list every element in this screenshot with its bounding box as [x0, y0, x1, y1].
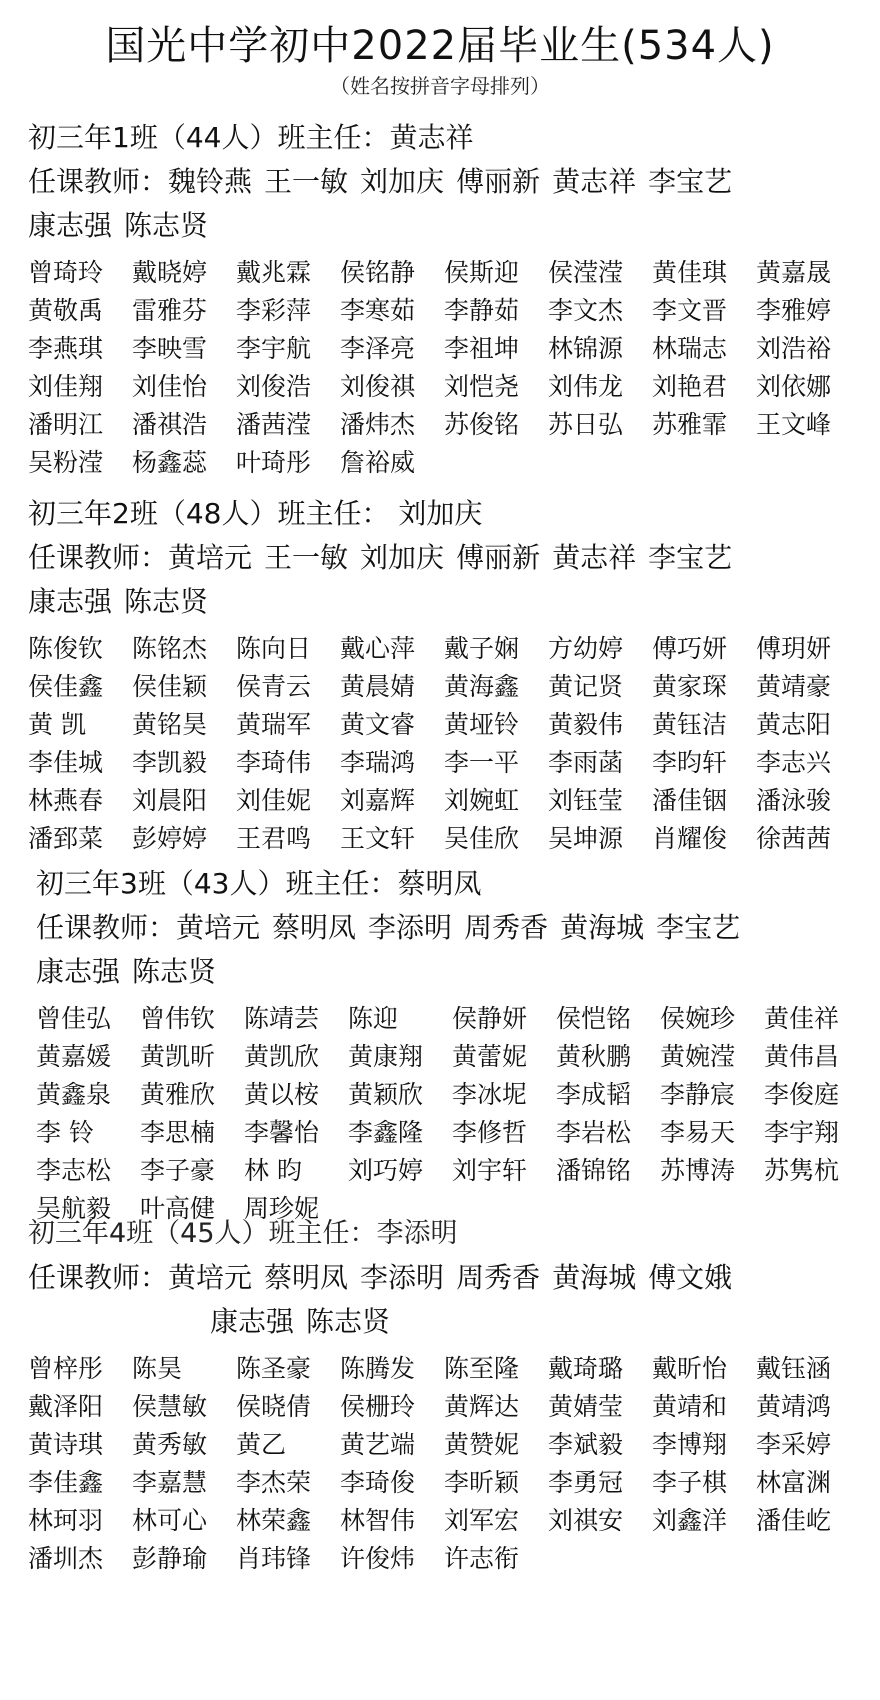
student-name: 林荣鑫 [236, 1506, 312, 1535]
teacher-name: 王一敏 [264, 541, 349, 574]
student-name: 李宇航 [236, 334, 312, 363]
student-name: 黄秋鹏 [556, 1042, 632, 1071]
class-heading: 初三年1班（44人）班主任：黄志祥 [28, 121, 474, 154]
student-name: 林智伟 [340, 1506, 416, 1535]
student-name: 李燕琪 [28, 334, 104, 363]
student-name: 李勇冠 [548, 1468, 624, 1497]
student-name: 戴晓婷 [132, 258, 208, 287]
student-name: 戴琦璐 [548, 1354, 624, 1383]
student-name: 李斌毅 [548, 1430, 624, 1459]
student-name: 潘明江 [28, 410, 104, 439]
student-name: 黄铭昊 [132, 710, 208, 739]
student-name: 林 昀 [244, 1156, 302, 1185]
teacher-name: 康志强 [28, 585, 113, 618]
teacher-name: 刘加庆 [360, 541, 445, 574]
student-name: 李静宸 [660, 1080, 736, 1109]
student-name: 刘伟龙 [548, 372, 624, 401]
teacher-name: 黄海城 [552, 1261, 637, 1294]
student-name: 刘钰莹 [548, 786, 624, 815]
class-heading: 初三年2班（48人）班主任： 刘加庆 [28, 497, 483, 530]
teacher-name: 黄培元 [176, 911, 261, 944]
teachers-label: 任课教师： [36, 911, 177, 944]
student-name: 黄乙 [236, 1430, 287, 1459]
student-name: 黄雅欣 [140, 1080, 216, 1109]
student-name: 黄以桉 [244, 1080, 320, 1109]
page-title: 国光中学初中2022届毕业生(534人) [105, 23, 775, 69]
student-name: 黄颖欣 [348, 1080, 424, 1109]
student-name: 黄诗琪 [28, 1430, 104, 1459]
student-name: 李佳鑫 [28, 1468, 104, 1497]
teacher-name: 周秀香 [464, 911, 549, 944]
student-name: 吴佳欣 [444, 824, 520, 853]
student-name: 黄海鑫 [444, 672, 520, 701]
student-list [28, 254, 868, 482]
student-name: 黄文睿 [340, 710, 416, 739]
student-name: 李志松 [36, 1156, 112, 1185]
student-name: 彭静瑜 [132, 1544, 208, 1573]
student-name: 傅玥妍 [756, 634, 832, 663]
teacher-name: 傅文娥 [648, 1261, 733, 1294]
student-name: 侯婉珍 [660, 1004, 736, 1033]
student-name: 曾梓彤 [28, 1354, 104, 1383]
student-name: 潘圳杰 [28, 1544, 104, 1573]
student-name: 侯滢滢 [548, 258, 624, 287]
student-name: 黄佳琪 [652, 258, 728, 287]
student-name: 黄记贤 [548, 672, 624, 701]
teacher-name: 康志强 [210, 1305, 295, 1338]
teachers-line [28, 906, 868, 950]
student-name: 黄志阳 [756, 710, 832, 739]
student-name: 侯晓倩 [236, 1392, 312, 1421]
teachers-line-2 [28, 580, 868, 624]
teacher-name: 魏铃燕 [168, 165, 253, 198]
student-name: 侯恺铭 [556, 1004, 632, 1033]
class-heading: 初三年4班（45人）班主任：李添明 [28, 1218, 458, 1249]
student-name: 苏日弘 [548, 410, 624, 439]
student-name: 侯静妍 [452, 1004, 528, 1033]
student-name: 李瑞鸿 [340, 748, 416, 777]
student-name: 李祖坤 [444, 334, 520, 363]
student-name: 方幼婷 [548, 634, 624, 663]
student-name: 黄钰洁 [652, 710, 728, 739]
student-name: 黄毅伟 [548, 710, 624, 739]
student-name: 黄靖和 [652, 1392, 728, 1421]
student-name: 潘祺浩 [132, 410, 208, 439]
student-name: 李馨怡 [244, 1118, 320, 1147]
student-name: 黄嘉晟 [756, 258, 832, 287]
student-name: 苏博涛 [660, 1156, 736, 1185]
student-name: 詹裕威 [340, 448, 416, 477]
student-name: 黄康翔 [348, 1042, 424, 1071]
student-name: 杨鑫蕊 [132, 448, 208, 477]
teacher-name: 傅丽新 [456, 541, 541, 574]
student-name: 黄伟昌 [764, 1042, 840, 1071]
student-name: 黄敬禹 [28, 296, 104, 325]
page-subtitle: （姓名按拼音字母排列） [330, 74, 550, 98]
student-name: 黄嘉媛 [36, 1042, 112, 1071]
student-name: 黄家琛 [652, 672, 728, 701]
student-name: 刘祺安 [548, 1506, 624, 1535]
student-name: 潘茜滢 [236, 410, 312, 439]
student-name: 彭婷婷 [132, 824, 208, 853]
student-name: 李杰荣 [236, 1468, 312, 1497]
student-name: 苏隽杭 [764, 1156, 840, 1185]
student-list [28, 1350, 868, 1578]
student-name: 曾佳弘 [36, 1004, 112, 1033]
student-name: 李宇翔 [764, 1118, 840, 1147]
student-name: 刘俊浩 [236, 372, 312, 401]
student-name: 苏俊铭 [444, 410, 520, 439]
student-name: 李文杰 [548, 296, 624, 325]
student-name: 许俊炜 [340, 1544, 416, 1573]
student-name: 徐茜茜 [756, 824, 832, 853]
student-name: 黄靖鸿 [756, 1392, 832, 1421]
student-name: 黄蕾妮 [452, 1042, 528, 1071]
student-name: 肖耀俊 [652, 824, 728, 853]
student-name: 李昀轩 [652, 748, 728, 777]
teacher-name: 康志强 [36, 955, 121, 988]
student-name: 刘婉虹 [444, 786, 520, 815]
student-name: 林燕春 [28, 786, 104, 815]
teachers-label: 任课教师： [28, 541, 169, 574]
teacher-name: 陈志贤 [124, 209, 209, 242]
student-name: 李映雪 [132, 334, 208, 363]
student-name: 黄靖豪 [756, 672, 832, 701]
student-name: 李静茹 [444, 296, 520, 325]
student-name: 刘佳妮 [236, 786, 312, 815]
student-name: 李雨菡 [548, 748, 624, 777]
teacher-name: 黄海城 [560, 911, 645, 944]
student-name: 陈至隆 [444, 1354, 520, 1383]
student-name: 李志兴 [756, 748, 832, 777]
student-name: 侯斯迎 [444, 258, 520, 287]
student-name: 李俊庭 [764, 1080, 840, 1109]
teachers-label: 任课教师： [28, 1261, 169, 1294]
teacher-name: 黄培元 [168, 1261, 253, 1294]
student-name: 周珍妮 [244, 1194, 320, 1223]
student-name: 黄垭铃 [444, 710, 520, 739]
student-name: 曾琦玲 [28, 258, 104, 287]
student-name: 叶高健 [140, 1194, 216, 1223]
student-name: 侯铭静 [340, 258, 416, 287]
teachers-line [28, 536, 868, 580]
student-name: 陈腾发 [340, 1354, 416, 1383]
student-name: 雷雅芬 [132, 296, 208, 325]
student-name: 李成韬 [556, 1080, 632, 1109]
student-name: 刘晨阳 [132, 786, 208, 815]
class-section-3 [28, 862, 868, 1228]
teacher-name: 陈志贤 [306, 1305, 391, 1338]
student-name: 李修哲 [452, 1118, 528, 1147]
teachers-label: 任课教师： [28, 165, 169, 198]
student-name: 叶琦彤 [236, 448, 312, 477]
student-name: 王文轩 [340, 824, 416, 853]
student-name: 刘俊祺 [340, 372, 416, 401]
teacher-name: 李添明 [360, 1261, 445, 1294]
student-name: 李琦俊 [340, 1468, 416, 1497]
student-name: 陈靖芸 [244, 1004, 320, 1033]
student-name: 黄凯昕 [140, 1042, 216, 1071]
teachers-line [28, 1256, 868, 1300]
teacher-name: 蔡明凤 [264, 1261, 349, 1294]
student-name: 李鑫隆 [348, 1118, 424, 1147]
student-name: 吴粉滢 [28, 448, 104, 477]
student-name: 潘泳骏 [756, 786, 832, 815]
teacher-name: 刘加庆 [360, 165, 445, 198]
student-name: 潘郅菜 [28, 824, 104, 853]
teacher-name: 李宝艺 [648, 541, 733, 574]
student-name: 李寒茹 [340, 296, 416, 325]
teacher-name: 陈志贤 [132, 955, 217, 988]
student-name: 侯慧敏 [132, 1392, 208, 1421]
student-name: 潘佳屹 [756, 1506, 832, 1535]
teacher-name: 李添明 [368, 911, 453, 944]
student-name: 苏雅霏 [652, 410, 728, 439]
student-name: 李 铃 [36, 1118, 94, 1147]
student-name: 侯佳鑫 [28, 672, 104, 701]
student-name: 李文晋 [652, 296, 728, 325]
student-name: 刘佳翔 [28, 372, 104, 401]
student-name: 李彩萍 [236, 296, 312, 325]
student-name: 潘佳铟 [652, 786, 728, 815]
student-name: 王君鸣 [236, 824, 312, 853]
teacher-name: 蔡明凤 [272, 911, 357, 944]
teacher-name: 黄志祥 [552, 541, 637, 574]
teachers-line-2 [28, 1300, 868, 1344]
student-name: 戴钰涵 [756, 1354, 832, 1383]
student-name: 黄婉滢 [660, 1042, 736, 1071]
student-name: 黄婧莹 [548, 1392, 624, 1421]
student-name: 李思楠 [140, 1118, 216, 1147]
student-name: 刘艳君 [652, 372, 728, 401]
student-name: 黄晨婧 [340, 672, 416, 701]
student-name: 黄 凯 [28, 710, 86, 739]
student-name: 侯青云 [236, 672, 312, 701]
class-heading: 初三年3班（43人）班主任：蔡明凤 [36, 867, 482, 900]
student-name: 林瑞志 [652, 334, 728, 363]
student-name: 肖玮锋 [236, 1544, 312, 1573]
student-name: 吴航毅 [36, 1194, 112, 1223]
teachers-line [28, 160, 868, 204]
student-name: 刘宇轩 [452, 1156, 528, 1185]
student-name: 刘军宏 [444, 1506, 520, 1535]
student-name: 陈昊 [132, 1354, 183, 1383]
student-name: 李昕颖 [444, 1468, 520, 1497]
student-name: 李子棋 [652, 1468, 728, 1497]
student-name: 黄赞妮 [444, 1430, 520, 1459]
student-name: 戴心萍 [340, 634, 416, 663]
student-name: 刘恺尧 [444, 372, 520, 401]
student-name: 黄凯欣 [244, 1042, 320, 1071]
student-name: 李凯毅 [132, 748, 208, 777]
teacher-name: 康志强 [28, 209, 113, 242]
student-name: 李采婷 [756, 1430, 832, 1459]
teacher-name: 黄培元 [168, 541, 253, 574]
teacher-name: 黄志祥 [552, 165, 637, 198]
teacher-name: 周秀香 [456, 1261, 541, 1294]
student-name: 陈铭杰 [132, 634, 208, 663]
student-name: 李佳城 [28, 748, 104, 777]
student-name: 刘依娜 [756, 372, 832, 401]
student-name: 李泽亮 [340, 334, 416, 363]
class-section-4 [28, 1212, 868, 1578]
teacher-name: 李宝艺 [648, 165, 733, 198]
student-name: 黄鑫泉 [36, 1080, 112, 1109]
student-name: 李子豪 [140, 1156, 216, 1185]
student-name: 吴坤源 [548, 824, 624, 853]
student-name: 李博翔 [652, 1430, 728, 1459]
student-name: 林富渊 [756, 1468, 832, 1497]
class-section-2 [28, 492, 868, 858]
student-name: 陈迎 [348, 1004, 399, 1033]
student-name: 黄佳祥 [764, 1004, 840, 1033]
teachers-line-2 [28, 204, 868, 248]
teachers-line-2 [28, 950, 868, 994]
student-name: 戴兆霖 [236, 258, 312, 287]
class-section-1 [28, 116, 868, 482]
student-name: 刘嘉辉 [340, 786, 416, 815]
student-name: 戴昕怡 [652, 1354, 728, 1383]
student-name: 李冰坭 [452, 1080, 528, 1109]
student-name: 黄秀敏 [132, 1430, 208, 1459]
teacher-name: 陈志贤 [124, 585, 209, 618]
student-name: 黄辉达 [444, 1392, 520, 1421]
student-name: 李易天 [660, 1118, 736, 1147]
student-name: 李一平 [444, 748, 520, 777]
student-name: 黄艺端 [340, 1430, 416, 1459]
student-name: 傅巧妍 [652, 634, 728, 663]
student-name: 侯栅玲 [340, 1392, 416, 1421]
teacher-name: 傅丽新 [456, 165, 541, 198]
student-name: 侯佳颖 [132, 672, 208, 701]
student-name: 刘巧婷 [348, 1156, 424, 1185]
student-name: 李岩松 [556, 1118, 632, 1147]
student-name: 刘浩裕 [756, 334, 832, 363]
teacher-name: 李宝艺 [656, 911, 741, 944]
student-name: 戴泽阳 [28, 1392, 104, 1421]
student-name: 黄瑞军 [236, 710, 312, 739]
student-name: 李嘉慧 [132, 1468, 208, 1497]
student-name: 潘炜杰 [340, 410, 416, 439]
student-name: 潘锦铭 [556, 1156, 632, 1185]
student-name: 陈俊钦 [28, 634, 104, 663]
student-name: 刘鑫洋 [652, 1506, 728, 1535]
student-name: 戴子娴 [444, 634, 520, 663]
student-name: 李雅婷 [756, 296, 832, 325]
student-name: 曾伟钦 [140, 1004, 216, 1033]
student-list [28, 1000, 868, 1228]
student-name: 李琦伟 [236, 748, 312, 777]
student-name: 王文峰 [756, 410, 832, 439]
student-list [28, 630, 868, 858]
student-name: 陈向日 [236, 634, 312, 663]
student-name: 刘佳怡 [132, 372, 208, 401]
student-name: 陈圣豪 [236, 1354, 312, 1383]
student-name: 林锦源 [548, 334, 624, 363]
student-name: 林可心 [132, 1506, 208, 1535]
teacher-name: 王一敏 [264, 165, 349, 198]
student-name: 许志衔 [444, 1544, 520, 1573]
student-name: 林珂羽 [28, 1506, 104, 1535]
